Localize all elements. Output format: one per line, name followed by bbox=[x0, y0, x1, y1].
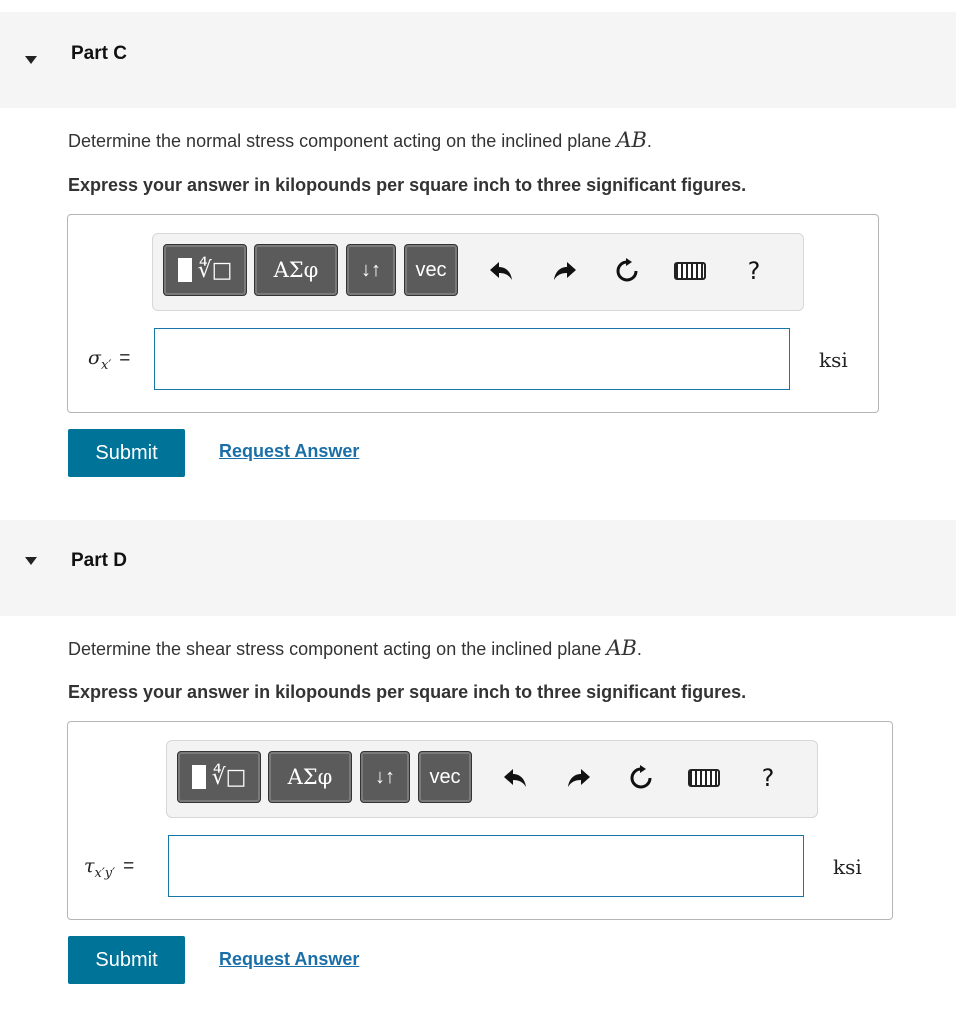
variable-symbol: σ bbox=[88, 347, 101, 369]
radical-icon: ∜□ bbox=[211, 764, 247, 790]
vector-button[interactable]: vec bbox=[418, 751, 472, 803]
caret-down-icon[interactable] bbox=[25, 56, 37, 64]
variable-symbol: τ bbox=[84, 855, 95, 877]
answer-input[interactable] bbox=[154, 328, 790, 390]
math-toolbar bbox=[166, 740, 818, 818]
templates-button[interactable] bbox=[163, 244, 247, 296]
variable-subscript: x′ bbox=[100, 357, 112, 373]
submit-button[interactable]: Submit bbox=[68, 936, 185, 984]
prompt-text: Determine the normal stress component acting on the inclined plane bbox=[68, 131, 617, 151]
redo-icon[interactable] bbox=[548, 254, 582, 288]
variable-label bbox=[84, 855, 134, 881]
help-icon[interactable]: ? bbox=[761, 764, 775, 792]
undo-icon[interactable] bbox=[484, 254, 518, 288]
arrows-button[interactable]: ↓↑ bbox=[360, 751, 410, 803]
math-toolbar bbox=[152, 233, 804, 311]
request-answer-link[interactable]: Request Answer bbox=[219, 441, 360, 461]
submit-button[interactable]: Submit bbox=[68, 429, 185, 477]
greek-symbols-button[interactable]: ΑΣφ bbox=[268, 751, 352, 803]
part-d-header[interactable] bbox=[0, 520, 956, 616]
question-prompt bbox=[68, 128, 652, 152]
prompt-end: . bbox=[636, 639, 642, 659]
templates-icon bbox=[178, 258, 192, 282]
answer-instruction: Express your answer in kilopounds per square inch to three significant figures. bbox=[68, 682, 747, 702]
reset-icon[interactable] bbox=[624, 761, 658, 795]
keyboard-icon[interactable] bbox=[673, 254, 707, 288]
prompt-end: . bbox=[646, 131, 652, 151]
part-title: Part D bbox=[71, 550, 127, 571]
vector-button[interactable]: vec bbox=[404, 244, 458, 296]
equals-sign: = bbox=[119, 348, 131, 369]
variable-subscript: x′y′ bbox=[94, 865, 116, 881]
help-icon[interactable]: ? bbox=[747, 257, 761, 285]
greek-symbols-button[interactable]: ΑΣφ bbox=[254, 244, 338, 296]
unit-label: ksi bbox=[819, 348, 848, 372]
reset-icon[interactable] bbox=[610, 254, 644, 288]
templates-icon bbox=[192, 765, 206, 789]
arrows-button[interactable]: ↓↑ bbox=[346, 244, 396, 296]
question-prompt bbox=[68, 636, 642, 660]
answer-box bbox=[67, 214, 879, 413]
keyboard-icon[interactable] bbox=[687, 761, 721, 795]
prompt-math: AB bbox=[606, 636, 637, 660]
equals-sign: = bbox=[123, 856, 135, 877]
answer-instruction: Express your answer in kilopounds per square inch to three significant figures. bbox=[68, 175, 747, 195]
request-answer-link[interactable]: Request Answer bbox=[219, 949, 360, 969]
radical-icon: ∜□ bbox=[197, 257, 233, 283]
part-title: Part C bbox=[71, 43, 127, 64]
templates-button[interactable] bbox=[177, 751, 261, 803]
prompt-math: AB bbox=[616, 128, 647, 152]
answer-input[interactable] bbox=[168, 835, 804, 897]
prompt-text: Determine the shear stress component acting on the inclined plane bbox=[68, 639, 607, 659]
answer-box bbox=[67, 721, 893, 920]
unit-label: ksi bbox=[833, 855, 862, 879]
part-c-header[interactable] bbox=[0, 12, 956, 108]
variable-label bbox=[88, 347, 130, 373]
redo-icon[interactable] bbox=[562, 761, 596, 795]
undo-icon[interactable] bbox=[498, 761, 532, 795]
caret-down-icon[interactable] bbox=[25, 557, 37, 565]
